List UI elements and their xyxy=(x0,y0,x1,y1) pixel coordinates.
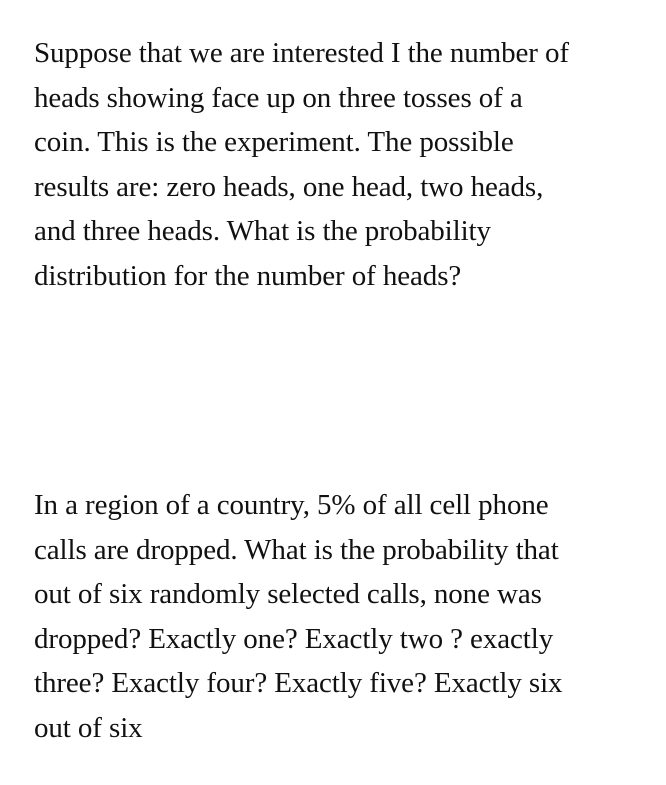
question-dropped-calls: In a region of a country, 5% of all cell phone calls are dropped. What is the probability that out of six randomly selected calls, none was dropped? Exactly one? Exactly two ? exactly three? Exactly four? Exactly five? Exactly six out of six xyxy=(34,489,563,744)
question-coin-tosses: Suppose that we are interested I the number of heads showing face up on three tosses of a coin. This is the experiment. The possible results are: zero heads, one head, two heads, and three heads. What is the probability distribution for the number of heads? xyxy=(34,37,569,292)
